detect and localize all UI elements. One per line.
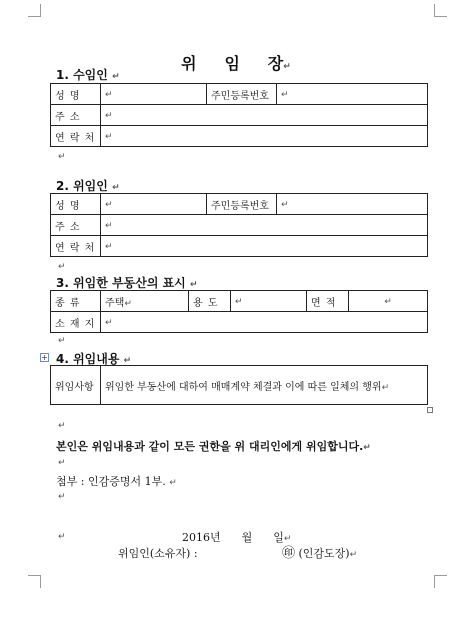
- contact-label: 연 락 처: [51, 126, 101, 147]
- address-value-field[interactable]: ↵: [101, 215, 428, 236]
- signature-label: 위임인(소유자) :: [118, 547, 198, 560]
- section4-heading: 4. 위임내용 ↵: [56, 352, 132, 366]
- section3-table: [50, 290, 428, 333]
- area-value-field[interactable]: ↵: [349, 291, 428, 312]
- paragraph-mark: ↵: [58, 492, 66, 502]
- table-row: [51, 312, 428, 333]
- section2-heading: 2. 위임인 ↵: [56, 179, 120, 193]
- contact-value-field[interactable]: ↵: [101, 236, 428, 257]
- name-label: 성 명: [51, 194, 101, 215]
- name-value-field[interactable]: ↵: [101, 84, 207, 105]
- paragraph-mark: ↵: [58, 262, 66, 272]
- name-label: 성 명: [51, 84, 101, 105]
- paragraph-mark: ↵: [58, 421, 66, 431]
- property-type-value[interactable]: 주택↵: [101, 291, 189, 312]
- table-move-handle[interactable]: +: [41, 353, 48, 362]
- property-type-label: 종 류: [51, 291, 101, 312]
- table-row: [51, 84, 428, 105]
- paragraph-mark: ↵: [58, 152, 66, 162]
- crop-mark-top-left: [28, 4, 41, 17]
- seal-icon: ㊞: [282, 546, 296, 561]
- table-row: [51, 105, 428, 126]
- date-year: 2016년: [182, 531, 221, 544]
- paragraph-mark: ↵: [283, 62, 291, 72]
- date-line: 2016년 월 일↵: [182, 531, 292, 544]
- section1-table: [50, 83, 428, 147]
- table-row: [51, 194, 428, 215]
- address-label: 주 소: [51, 215, 101, 236]
- paragraph-mark: ↵: [58, 336, 66, 346]
- table-row: [51, 215, 428, 236]
- location-label: 소 재 지: [51, 312, 101, 333]
- delegation-statement: 본인은 위임내용과 같이 모든 권한을 위 대리인에게 위임합니다.↵: [56, 440, 371, 453]
- table-row: [51, 236, 428, 257]
- id-number-label: 주민등록번호: [207, 194, 277, 215]
- section3-heading: 3. 위임한 부동산의 표시 ↵: [56, 276, 198, 290]
- table-row: [51, 291, 428, 312]
- paragraph-mark: ↵: [58, 458, 66, 468]
- document-title: [170, 32, 291, 74]
- date-day: 일: [273, 531, 284, 544]
- crop-mark-bottom-left: [28, 575, 41, 588]
- table-row: [51, 366, 428, 405]
- crop-mark-bottom-right: [434, 575, 447, 588]
- contact-label: 연 락 처: [51, 236, 101, 257]
- area-label: 면 적: [307, 291, 349, 312]
- paragraph-mark: ↵: [58, 532, 66, 542]
- section4-table: [50, 365, 428, 405]
- crop-mark-top-right: [434, 4, 447, 17]
- table-resize-handle[interactable]: [427, 407, 433, 413]
- table-row: [51, 126, 428, 147]
- section1-heading: 1. 수임인 ↵: [56, 68, 120, 82]
- id-number-label: 주민등록번호: [207, 84, 277, 105]
- address-value-field[interactable]: ↵: [101, 105, 428, 126]
- contact-value-field[interactable]: ↵: [101, 126, 428, 147]
- seal-text: (인감도장): [298, 547, 350, 560]
- location-value-field[interactable]: ↵: [101, 312, 428, 333]
- attachment-line: 첨부 : 인감증명서 1부. ↵: [56, 475, 177, 488]
- title-text: 위 임 장: [181, 54, 284, 73]
- address-label: 주 소: [51, 105, 101, 126]
- id-number-value-field[interactable]: ↵: [277, 194, 428, 215]
- delegation-label: 위임사항: [51, 366, 101, 405]
- section2-table: [50, 193, 428, 257]
- delegation-content[interactable]: 위임한 부동산에 대하여 매매계약 체결과 이에 따른 일체의 행위↵: [101, 366, 428, 405]
- use-label: 용 도: [189, 291, 231, 312]
- seal-area[interactable]: ㊞ (인감도장)↵: [282, 546, 358, 561]
- date-month: 월: [241, 531, 253, 544]
- name-value-field[interactable]: ↵: [101, 194, 207, 215]
- use-value-field[interactable]: ↵: [231, 291, 307, 312]
- id-number-value-field[interactable]: ↵: [277, 84, 428, 105]
